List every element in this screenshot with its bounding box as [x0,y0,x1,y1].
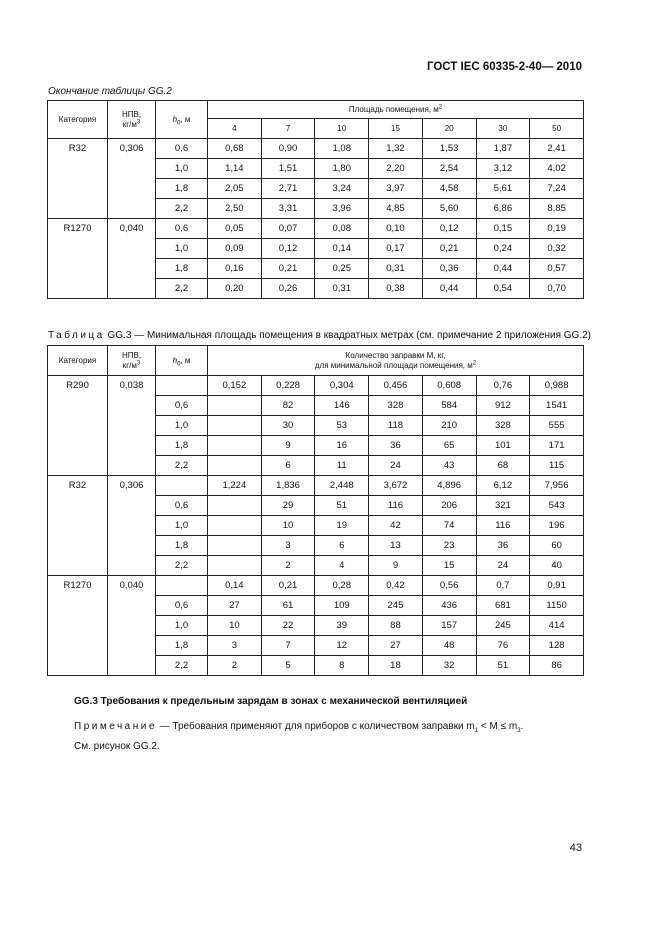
value-cell: 3 [261,536,315,556]
h0-cell: 0,6 [156,139,208,159]
value-cell: 0,10 [369,219,423,239]
area-value: 4 [208,119,262,139]
value-cell: 15 [422,556,476,576]
value-cell: 116 [476,516,530,536]
h0-cell: 2,2 [156,656,208,676]
value-cell: 10 [208,616,262,636]
value-cell: 0,16 [208,259,262,279]
value-cell: 3,31 [261,199,315,219]
value-cell: 51 [315,496,369,516]
area-value: 30 [476,119,530,139]
value-cell: 414 [530,616,584,636]
value-cell: 88 [369,616,423,636]
value-cell: 0,44 [422,279,476,299]
value-cell: 115 [530,456,584,476]
value-cell: 24 [369,456,423,476]
value-cell: 109 [315,596,369,616]
table-gg2-end [47,100,584,299]
area-value: 15 [369,119,423,139]
value-cell: 36 [476,536,530,556]
value-cell: 6 [315,536,369,556]
value-cell: 0,25 [315,259,369,279]
value-cell: 171 [530,436,584,456]
value-cell: 0,14 [315,239,369,259]
value-cell: 18 [369,656,423,676]
category-cell: R290 [48,376,108,476]
value-cell: 1,14 [208,159,262,179]
value-cell: 0,21 [422,239,476,259]
table2-caption: Таблица GG.3 — Минимальная площадь помещения в квадратных метрах (см. примечание 2 приложения GG.2) [48,330,592,341]
value-cell [208,516,262,536]
table-gg3 [47,345,584,676]
value-cell: 1,80 [315,159,369,179]
value-cell: 3,97 [369,179,423,199]
lfl-cell: 0,306 [108,139,156,219]
value-cell: 210 [422,416,476,436]
value-cell: 29 [261,496,315,516]
value-cell: 0,07 [261,219,315,239]
value-cell: 555 [530,416,584,436]
value-cell: 2 [261,556,315,576]
value-cell: 36 [369,436,423,456]
value-cell: 0,08 [315,219,369,239]
charge-cell: 0,152 [208,376,262,396]
value-cell: 10 [261,516,315,536]
value-cell: 321 [476,496,530,516]
value-cell: 23 [422,536,476,556]
h0-cell: 0,6 [156,596,208,616]
lfl-cell: 0,040 [108,219,156,299]
page-number: 43 [569,842,582,854]
h0-cell [156,376,208,396]
table-row [48,139,584,159]
h0-cell: 2,2 [156,199,208,219]
value-cell: 68 [476,456,530,476]
value-cell: 4,85 [369,199,423,219]
value-cell: 3,24 [315,179,369,199]
note: Примечание — Требования применяют для приборов с количеством заправки $m_1 < M \le m_3$. [74,721,524,734]
value-cell: 0,09 [208,239,262,259]
value-cell: 0,21 [261,259,315,279]
charge-cell: 7,956 [530,476,584,496]
category-cell: R32 [48,139,108,219]
value-cell: 5,61 [476,179,530,199]
value-cell: 82 [261,396,315,416]
area-value: 10 [315,119,369,139]
value-cell: 43 [422,456,476,476]
value-cell: 13 [369,536,423,556]
value-cell: 9 [261,436,315,456]
value-cell: 0,12 [422,219,476,239]
value-cell: 27 [369,636,423,656]
value-cell: 0,17 [369,239,423,259]
value-cell: 76 [476,636,530,656]
value-cell: 0,36 [422,259,476,279]
value-cell: 0,19 [530,219,584,239]
charge-cell: 0,7 [476,576,530,596]
value-cell [208,436,262,456]
value-cell: 7 [261,636,315,656]
area-value: 50 [530,119,584,139]
value-cell: 24 [476,556,530,576]
value-cell [208,536,262,556]
value-cell: 0,05 [208,219,262,239]
value-cell: 11 [315,456,369,476]
value-cell: 86 [530,656,584,676]
col-lfl: НПВ, $кг/м^3$ [108,101,156,139]
h0-cell: 2,2 [156,456,208,476]
value-cell: 8,85 [530,199,584,219]
charge-cell: 0,76 [476,376,530,396]
value-cell: 2,05 [208,179,262,199]
value-cell: 2,20 [369,159,423,179]
value-cell: 0,57 [530,259,584,279]
value-cell [208,496,262,516]
charge-cell: 0,42 [369,576,423,596]
charge-cell: 0,14 [208,576,262,596]
h0-cell: 1,0 [156,159,208,179]
value-cell [208,396,262,416]
value-cell: 1150 [530,596,584,616]
value-cell: 2,54 [422,159,476,179]
h0-cell: 1,8 [156,536,208,556]
figure-reference: См. рисунок GG.2. [74,741,160,752]
category-cell: R1270 [48,219,108,299]
section-title: GG.3 Требования к предельным зарядам в зонах с механической вентиляцией [74,696,468,707]
area-value: 20 [422,119,476,139]
value-cell: 4,02 [530,159,584,179]
value-cell: 128 [530,636,584,656]
value-cell: 32 [422,656,476,676]
h0-cell: 2,2 [156,556,208,576]
value-cell: 48 [422,636,476,656]
h0-cell: 1,0 [156,616,208,636]
value-cell: 2 [208,656,262,676]
col-category: Категория [48,346,108,376]
value-cell: 5,60 [422,199,476,219]
value-cell: 27 [208,596,262,616]
col-lfl: НПВ, $кг/м^3$ [108,346,156,376]
charge-cell: 0,21 [261,576,315,596]
value-cell: 61 [261,596,315,616]
h0-cell: 1,0 [156,516,208,536]
value-cell: 1,53 [422,139,476,159]
value-cell: 39 [315,616,369,636]
charge-cell: 0,56 [422,576,476,596]
h0-cell: 2,2 [156,279,208,299]
charge-cell: 0,91 [530,576,584,596]
value-cell: 1,51 [261,159,315,179]
value-cell: 4,58 [422,179,476,199]
value-cell: 1,32 [369,139,423,159]
value-cell: 584 [422,396,476,416]
value-cell: 42 [369,516,423,536]
value-cell: 0,68 [208,139,262,159]
value-cell: 2,71 [261,179,315,199]
value-cell: 912 [476,396,530,416]
h0-cell: 0,6 [156,496,208,516]
value-cell: 436 [422,596,476,616]
charge-cell: 4,896 [422,476,476,496]
value-cell: 74 [422,516,476,536]
value-cell: 51 [476,656,530,676]
h0-cell: 0,6 [156,396,208,416]
charge-cell: 2,448 [315,476,369,496]
table-row [48,376,584,396]
value-cell: 1,08 [315,139,369,159]
h0-cell: 0,6 [156,219,208,239]
value-cell: 5 [261,656,315,676]
table-row [48,476,584,496]
value-cell: 4 [315,556,369,576]
table1-caption: Окончание таблицы GG.2 [48,86,172,97]
value-cell: 53 [315,416,369,436]
h0-cell: 1,0 [156,416,208,436]
h0-cell: 1,8 [156,436,208,456]
value-cell: 65 [422,436,476,456]
h0-cell [156,576,208,596]
value-cell: 0,32 [530,239,584,259]
value-cell: 0,12 [261,239,315,259]
value-cell: 3,96 [315,199,369,219]
charge-cell: 3,672 [369,476,423,496]
charge-cell: 1,836 [261,476,315,496]
value-cell: 0,90 [261,139,315,159]
value-cell: 116 [369,496,423,516]
table-row [48,576,584,596]
value-cell: 3 [208,636,262,656]
col-h0: $h_0$, м [156,101,208,139]
value-cell: 3,12 [476,159,530,179]
value-cell: 196 [530,516,584,536]
value-cell: 157 [422,616,476,636]
area-value: 7 [261,119,315,139]
value-cell: 12 [315,636,369,656]
category-cell: R32 [48,476,108,576]
col-charge: Количество заправки M, кг, для минимальной площади помещения, $м^2$ [208,346,584,376]
value-cell: 19 [315,516,369,536]
value-cell: 60 [530,536,584,556]
charge-cell: 0,988 [530,376,584,396]
lfl-cell: 0,040 [108,576,156,676]
value-cell [208,556,262,576]
value-cell: 118 [369,416,423,436]
h0-cell: 1,8 [156,179,208,199]
value-cell: 328 [476,416,530,436]
value-cell: 8 [315,656,369,676]
lfl-cell: 0,038 [108,376,156,476]
value-cell: 16 [315,436,369,456]
value-cell: 30 [261,416,315,436]
value-cell: 0,70 [530,279,584,299]
value-cell: 2,50 [208,199,262,219]
value-cell: 0,44 [476,259,530,279]
value-cell: 1,87 [476,139,530,159]
h0-cell: 1,0 [156,239,208,259]
standard-code: ГОСТ IEC 60335-2-40— 2010 [426,61,582,73]
value-cell: 6 [261,456,315,476]
value-cell: 2,41 [530,139,584,159]
lfl-cell: 0,306 [108,476,156,576]
table-row [48,219,584,239]
value-cell: 0,31 [315,279,369,299]
value-cell: 0,15 [476,219,530,239]
category-cell: R1270 [48,576,108,676]
value-cell: 328 [369,396,423,416]
value-cell: 1541 [530,396,584,416]
charge-cell: 0,28 [315,576,369,596]
value-cell: 0,54 [476,279,530,299]
value-cell [208,456,262,476]
value-cell: 0,38 [369,279,423,299]
col-category: Категория [48,101,108,139]
charge-cell: 6,12 [476,476,530,496]
value-cell: 0,20 [208,279,262,299]
value-cell: 146 [315,396,369,416]
value-cell: 6,86 [476,199,530,219]
value-cell: 0,24 [476,239,530,259]
h0-cell [156,476,208,496]
value-cell: 206 [422,496,476,516]
charge-cell: 0,456 [369,376,423,396]
value-cell: 681 [476,596,530,616]
value-cell [208,416,262,436]
charge-cell: 0,304 [315,376,369,396]
value-cell: 7,24 [530,179,584,199]
value-cell: 22 [261,616,315,636]
col-room-area: Площадь помещения, $м^2$ [208,101,584,119]
value-cell: 543 [530,496,584,516]
value-cell: 40 [530,556,584,576]
col-h0: $h_0$, м [156,346,208,376]
value-cell: 101 [476,436,530,456]
charge-cell: 1,224 [208,476,262,496]
value-cell: 245 [369,596,423,616]
value-cell: 245 [476,616,530,636]
value-cell: 9 [369,556,423,576]
charge-cell: 0,608 [422,376,476,396]
h0-cell: 1,8 [156,636,208,656]
value-cell: 0,26 [261,279,315,299]
value-cell: 0,31 [369,259,423,279]
charge-cell: 0,228 [261,376,315,396]
h0-cell: 1,8 [156,259,208,279]
